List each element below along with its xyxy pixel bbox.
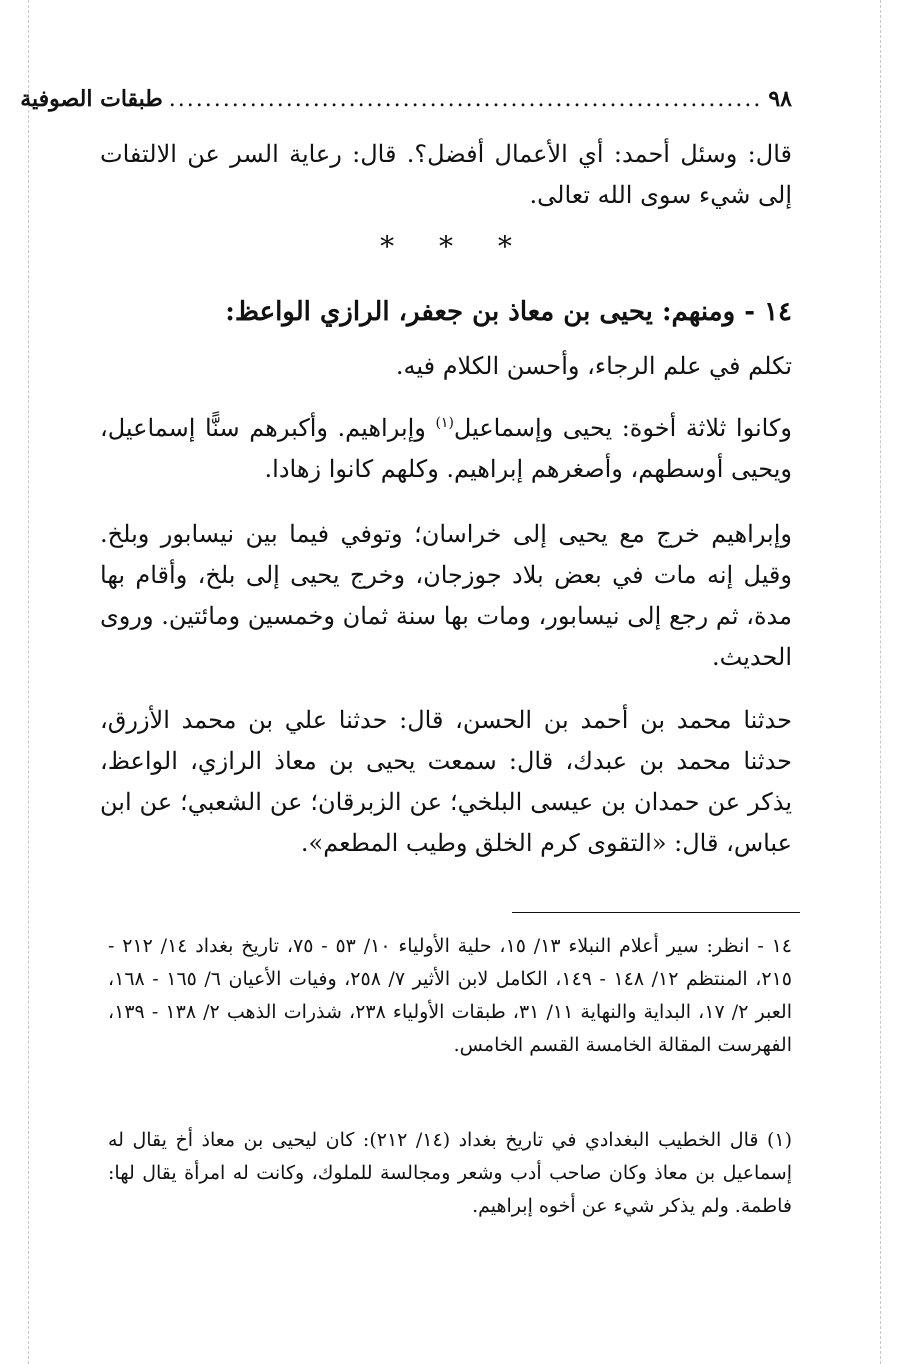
entry-heading: ١٤ - ومنهم: يحيى بن معاذ بن جعفر، الرازي الواعظ: xyxy=(225,297,792,327)
paragraph-biography: وإبراهيم خرج مع يحيى إلى خراسان؛ وتوفي فيما بين نيسابور وبلخ. وقيل إنه مات في بعض بلاد جوزجان، وخرج يحيى إلى بلخ، وأقام بها مدة، ثم رجع إلى نيسابور، ومات بها سنة ثمان وخمسين ومائتين. وروى الحديث. xyxy=(100,520,792,671)
footnote-1: (١) قال الخطيب البغدادي في تاريخ بغداد (١٤/ ٢١٢): كان ليحيى بن معاذ أخ يقال له إسماعيل بن معاذ وكان صاحب أدب وشعر ومجالسة للملوك، وكانت له امرأة يقال لها: فاطمة. ولم يذكر شيء عن أخوه إبراهيم. xyxy=(108,1129,793,1217)
paragraph-brothers-part1: وكانوا ثلاثة أخوة: يحيى وإسماعيل xyxy=(453,414,792,442)
section-separator: * * * xyxy=(380,230,530,263)
footnote-marker: (١) xyxy=(435,415,454,431)
running-header xyxy=(20,86,792,126)
scan-margin-line xyxy=(880,0,881,1364)
paragraph-intro: تكلم في علم الرجاء، وأحسن الكلام فيه. xyxy=(395,352,792,380)
paragraph-brothers-part2: وإبراهيم. وأكبرهم سنًّا إسماعيل، ويحيى أوسطهم، وأصغرهم إبراهيم. وكلهم كانوا زهادا. xyxy=(100,414,792,483)
paragraph-brothers xyxy=(100,408,792,490)
scan-margin-line xyxy=(28,0,29,1364)
paragraph-hadith: حدثنا محمد بن أحمد بن الحسن، قال: حدثنا علي بن محمد الأزرق، حدثنا محمد بن عبدك، قال: سمعت يحيى بن معاذ الرازي، الواعظ، يذكر عن حمدان بن عيسى البلخي؛ عن الزبرقان؛ عن الشعبي؛ عن ابن عباس، قال: «التقوى كرم الخلق وطيب المطعم». xyxy=(100,706,793,857)
footnote-sources: ١٤ - انظر: سير أعلام النبلاء ١٣/ ١٥، حلية الأولياء ١٠/ ٥٣ - ٧٥، تاريخ بغداد ١٤/ ٢١٢ - ٢١٥، المنتظم ١٢/ ١٤٨ - ١٤٩، الكامل لابن الأثير ٧/ ٢٥٨، وفيات الأعيان ٦/ ١٦٥ - ١٦٨، العبر ٢/ ١٧، البداية والنهاية ١١/ ٣١، طبقات الأولياء ٢٣٨، شذرات الذهب ٢/ ١٣٨ - ١٣٩، الفهرست المقالة الخامسة القسم الخامس. xyxy=(108,935,792,1056)
page-number: ٩٨ xyxy=(768,86,792,112)
footnote-rule xyxy=(512,912,800,913)
header-dot-leader: .................................................................. xyxy=(168,87,763,112)
paragraph-saying: قال: وسئل أحمد: أي الأعمال أفضل؟. قال: رعاية السر عن الالتفات إلى شيء سوى الله تعالى. xyxy=(100,140,792,209)
running-title: طبقات الصوفية xyxy=(20,86,163,112)
